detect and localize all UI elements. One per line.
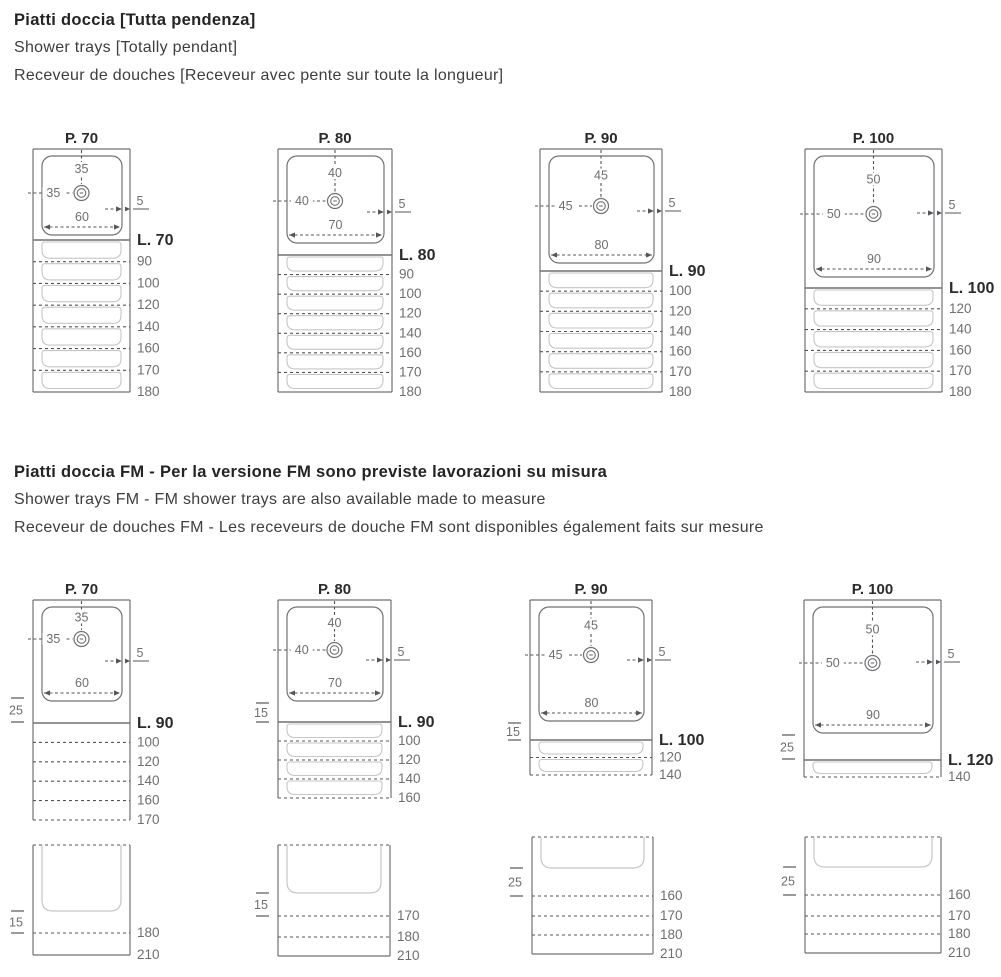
dim-span: 90 [866,708,880,722]
dim-edge: 5 [397,645,405,659]
row-length-label: 180 [137,925,160,940]
row-length-label: 140 [399,325,422,341]
diagram-title: P. 90 [574,581,608,598]
row-length-label: 210 [397,948,420,963]
length-label: L. 120 [948,752,994,769]
dim-edge: 5 [948,198,956,212]
dim-span: 80 [584,696,599,710]
row-length-label: 90 [137,253,153,269]
length-label: L. 90 [669,263,706,280]
row-length-label: 160 [948,887,971,902]
gap-dimension-label: 15 [254,706,268,720]
row-length-label: 140 [948,769,971,784]
dim-span: 70 [328,676,342,690]
diagram-p90-section1 [535,130,706,399]
gap-dimension-label: 25 [781,874,795,889]
section2-heading-fr: Receveur de douches FM - Les receveurs de douche FM sont disponibles également faits sur mesure [14,519,764,536]
diagram-continuation-4 [781,837,970,960]
diagram-continuation-1 [9,845,159,962]
dim-span: 60 [75,676,89,690]
section1-heading-en: Shower trays [Totally pendant] [14,39,238,56]
row-length-label: 170 [399,364,422,380]
row-length-label: 170 [948,908,971,923]
row-length-label: 160 [137,340,160,356]
row-length-label: 210 [660,946,683,961]
row-length-label: 120 [137,753,160,769]
section2-heading-en: Shower trays FM - FM shower trays are also available made to measure [14,491,546,508]
drain-symbol [865,656,880,671]
section2-heading-it: Piatti doccia FM - Per la versione FM sono previste lavorazioni su misura [14,463,608,481]
section1-heading-fr: Receveur de douches [Receveur avec pente sur toute la longueur] [14,67,504,84]
row-length-label: 140 [669,323,692,339]
row-length-label: 90 [399,266,415,282]
row-length-label: 210 [137,947,160,962]
length-label: L. 100 [949,280,995,297]
dim-span: 80 [594,238,609,252]
diagram-p90-section2 [506,581,704,782]
gap-dimension-label: 25 [9,703,23,718]
length-label: L. 80 [399,247,436,264]
dim-edge: 5 [947,647,955,661]
dim-top: 45 [594,168,608,183]
dim-edge: 5 [668,196,676,210]
dim-top: 40 [328,166,342,180]
row-length-label: 120 [399,305,422,321]
dim-top: 50 [866,172,881,187]
dim-left: 35 [46,632,61,646]
diagram-title: P. 90 [584,130,618,147]
dim-left: 50 [825,656,840,670]
row-length-label: 180 [949,384,972,399]
gap-dimension-label: 25 [780,740,794,755]
dim-top: 35 [74,162,89,176]
row-length-label: 120 [949,300,972,316]
row-length-label: 180 [399,384,422,399]
row-length-label: 170 [660,908,683,923]
drain-symbol [327,643,342,658]
row-length-label: 180 [669,384,692,399]
row-length-label: 160 [949,342,972,358]
row-length-label: 210 [948,945,971,960]
diagram-p70-section1 [28,130,174,399]
row-length-label: 140 [949,321,972,337]
dim-left: 40 [294,194,309,208]
diagram-continuation-2 [254,845,419,963]
row-length-label: 160 [399,344,422,360]
dim-edge: 5 [136,194,144,208]
diagram-title: P. 70 [64,581,99,598]
row-length-label: 180 [660,927,683,942]
row-length-label: 140 [137,773,160,789]
row-length-label: 100 [669,283,692,299]
length-label: L. 90 [137,715,174,732]
drain-symbol [74,186,89,201]
row-length-label: 120 [669,303,692,319]
dim-top: 50 [865,622,880,637]
diagram-p80-section1 [273,130,436,399]
row-length-label: 120 [137,297,160,313]
dim-left: 45 [548,648,563,662]
dim-edge: 5 [398,197,406,211]
row-length-label: 180 [137,384,160,399]
row-length-label: 120 [659,749,682,765]
diagram-title: P. 100 [851,581,894,598]
row-length-label: 140 [398,771,421,786]
row-length-label: 160 [137,792,160,808]
diagram-title: P. 80 [318,130,352,147]
row-length-label: 180 [397,929,420,944]
row-length-label: 100 [137,275,160,291]
dim-left: 50 [826,207,841,221]
drain-symbol [584,648,599,663]
drain-symbol [594,199,609,214]
row-length-label: 100 [137,734,160,750]
section1-heading-it: Piatti doccia [Tutta pendenza] [14,11,256,29]
length-label: L. 90 [398,714,435,731]
diagram-title: P. 80 [317,581,352,598]
drain-symbol [74,632,89,647]
drain-symbol [866,207,881,222]
dim-left: 45 [558,199,573,213]
dim-span: 60 [75,210,89,224]
dim-top: 45 [584,618,598,633]
row-length-label: 180 [948,926,971,941]
length-label: L. 100 [659,732,705,749]
gap-dimension-label: 25 [508,875,522,890]
row-length-label: 100 [398,733,421,748]
dim-edge: 5 [136,646,144,660]
diagram-p70-section2 [9,581,174,827]
row-length-label: 100 [399,286,422,302]
diagram-p80-section2 [254,581,435,805]
gap-dimension-label: 15 [506,725,520,739]
row-length-label: 170 [669,363,692,379]
dim-span: 90 [867,252,881,266]
dim-top: 35 [74,610,89,625]
diagram-title: P. 100 [852,130,895,147]
dim-top: 40 [327,616,342,630]
row-length-label: 160 [660,888,683,903]
row-length-label: 140 [659,767,682,782]
dim-edge: 5 [658,645,666,659]
length-label: L. 70 [137,232,174,249]
row-length-label: 170 [397,908,420,923]
gap-dimension-label: 15 [254,898,268,912]
gap-dimension-label: 15 [9,915,23,930]
row-length-label: 170 [137,812,160,827]
drain-symbol [328,194,343,209]
row-length-label: 140 [137,318,160,334]
dim-left: 40 [294,643,309,657]
diagram-continuation-3 [508,837,682,961]
diagram-p100-section2 [780,581,993,784]
row-length-label: 170 [949,363,972,379]
row-length-label: 120 [398,752,421,767]
diagram-title: P. 70 [64,130,99,147]
dim-left: 35 [46,186,61,200]
diagram-p100-section1 [800,130,994,399]
dim-span: 70 [328,218,343,232]
row-length-label: 170 [137,362,160,378]
row-length-label: 160 [398,790,421,805]
row-length-label: 160 [669,343,692,359]
